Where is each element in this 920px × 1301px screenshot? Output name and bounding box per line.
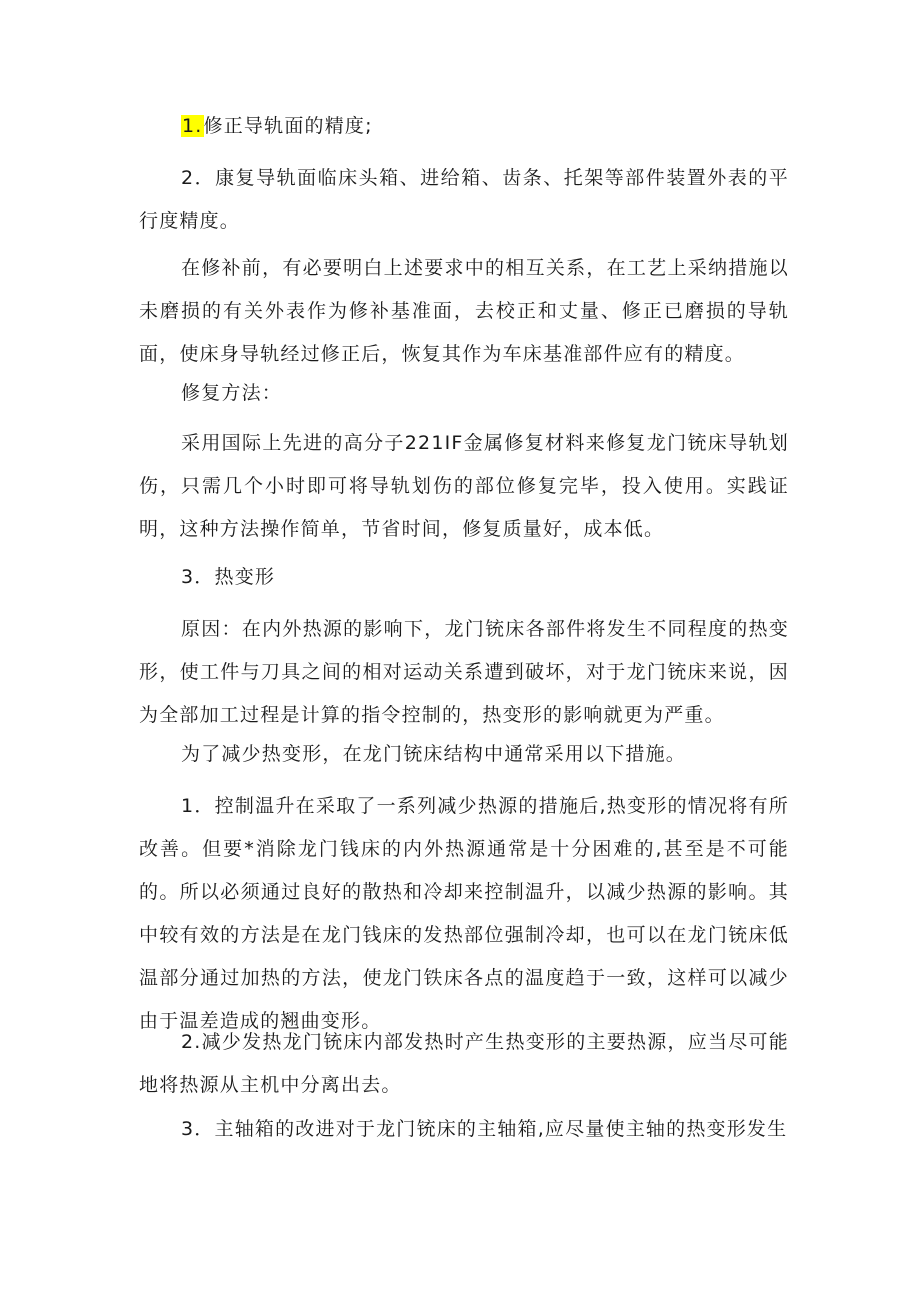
highlighted-number: 1. bbox=[182, 115, 203, 137]
paragraph-11: 3．主轴箱的改进对于龙门铳床的主轴箱,应尽量使主轴的热变形发生 bbox=[181, 1118, 788, 1140]
paragraph-2: 2．康复导轨面临床头箱、进给箱、齿条、托架等部件装置外表的平行度精度。 bbox=[139, 167, 789, 232]
paragraph-1-text: 修正导轨面的精度; bbox=[203, 115, 373, 137]
paragraph-1 bbox=[139, 105, 789, 148]
paragraph-10: 2.减少发热龙门铳床内部发热时产生热变形的主要热源，应当尽可能地将热源从主机中分离出去。 bbox=[139, 1031, 789, 1096]
paragraph-6-heading: 3．热变形 bbox=[181, 566, 276, 588]
paragraph-9: 1．控制温升在采取了一系列减少热源的措施后,热变形的情况将有所改善。但要*消除龙门钱床的内外热源通常是十分困难的,甚至是不可能的。所以必须通过良好的散热和冷却来控制温升，以减少热源的影响。其中较有效的方法是在龙门钱床的发热部位强制冷却，也可以在龙门铳床低温部分通过加热的方法，使龙门铁床各点的温度趋于一致，这样可以减少由于温差造成的翘曲变形。 bbox=[139, 795, 789, 1032]
paragraph-7: 原因：在内外热源的影响下，龙门铳床各部件将发生不同程度的热变形，使工件与刀具之间的相对运动关系遭到破坏，对于龙门铳床来说，因为全部加工过程是计算的指令控制的，热变形的影响就更为严重。 bbox=[139, 618, 789, 726]
paragraph-3: 在修补前，有必要明白上述要求中的相互关系，在工艺上采纳措施以未磨损的有关外表作为修补基准面，去校正和丈量、修正已磨损的导轨面，使床身导轨经过修正后，恢复其作为车床基准部件应有的精度。 bbox=[139, 257, 789, 365]
paragraph-4-heading: 修复方法： bbox=[181, 382, 283, 404]
paragraph-5: 采用国际上先进的高分子221IF金属修复材料来修复龙门铳床导轨划伤，只需几个小时即可将导轨划伤的部位修复完毕，投入使用。实践证明，这种方法操作简单，节省时间，修复质量好，成本低。 bbox=[139, 432, 789, 540]
paragraph-8: 为了减少热变形，在龙门铳床结构中通常采用以下措施。 bbox=[181, 743, 687, 765]
